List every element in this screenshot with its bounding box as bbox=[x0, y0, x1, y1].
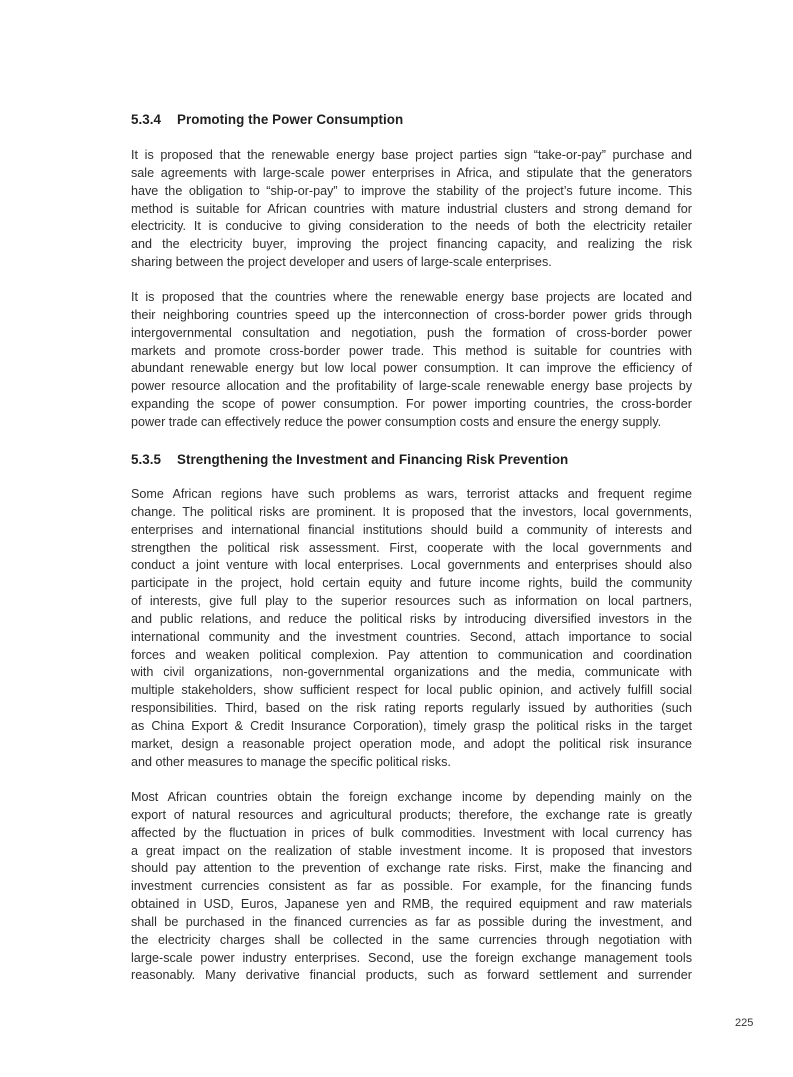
text-line: the electricity charges shall be collected in the same currencies through negotiation with bbox=[131, 932, 692, 947]
text-line: It is proposed that the countries where the renewable energy base projects are located and bbox=[131, 290, 692, 304]
text-line: enterprises and international financial institutions should build a community of interests and bbox=[131, 522, 692, 537]
text-line: obtained in USD, Euros, Japanese yen and RMB, the required equipment and raw materials bbox=[131, 897, 692, 912]
text-line: markets and promote cross-border power trade. This method is suitable for countries with bbox=[131, 343, 692, 358]
text-line: power resource allocation and the profitability of large-scale renewable energy base projects by bbox=[131, 379, 692, 394]
text-line: export of natural resources and agricultural products; therefore, the exchange rate is greatly bbox=[131, 807, 692, 822]
section-number: 5.3.5 bbox=[131, 452, 162, 467]
text-line: reasonably. Many derivative financial products, such as forward settlement and surrender bbox=[131, 968, 692, 983]
text-line: and other measures to manage the specific political risks. bbox=[131, 754, 451, 769]
text-line: should pay attention to the prevention of exchange rate risks. First, make the financing and bbox=[131, 861, 692, 876]
text-line: have the obligation to “ship-or-pay” to improve the stability of the project’s future income. This bbox=[131, 183, 692, 198]
text-line: as China Export & Credit Insurance Corporation), timely grasp the political risks in the target bbox=[131, 718, 692, 733]
section-heading-5-3-4 bbox=[131, 112, 403, 127]
text-line: shall be purchased in the financed currencies as far as possible during the investment, and bbox=[131, 914, 692, 929]
text-line: their neighboring countries speed up the interconnection of cross-border power grids through bbox=[131, 307, 692, 322]
text-line: Some African regions have such problems as wars, terrorist attacks and frequent regime bbox=[131, 487, 692, 501]
text-line: intergovernmental consultation and negotiation, push the formation of cross-border power bbox=[131, 325, 692, 340]
text-line: affected by the fluctuation in prices of bulk commodities. Investment with local currency has bbox=[131, 825, 692, 840]
section-number: 5.3.4 bbox=[131, 112, 162, 127]
text-line: conduct a joint venture with local enterprises. Local governments and enterprises should also bbox=[131, 558, 692, 573]
text-line: and public relations, and reduce the political risks by introducing diversified investors in the bbox=[131, 611, 692, 626]
section-title: Strengthening the Investment and Financing Risk Prevention bbox=[177, 452, 569, 467]
text-line: investment currencies consistent as far as possible. For example, for the financing funds bbox=[131, 879, 692, 894]
text-line: Most African countries obtain the foreign exchange income by depending mainly on the bbox=[131, 790, 692, 804]
page-number: 225 bbox=[735, 1017, 754, 1029]
text-line: sale agreements with large-scale power enterprises in Africa, and stipulate that the generators bbox=[131, 165, 692, 180]
text-line: large-scale power industry enterprises. Second, use the foreign exchange management tools bbox=[131, 950, 692, 965]
paragraph-cross-border-trade bbox=[131, 289, 692, 432]
text-line: electricity. It is conducive to giving consideration to the needs of both the electricity retailer bbox=[131, 219, 692, 234]
text-line: responsibilities. Third, based on the risk rating reports regularly issued by authorities (such bbox=[131, 701, 692, 716]
text-line: a great impact on the realization of stable investment income. It is proposed that investors bbox=[131, 843, 692, 858]
text-line: participate in the project, hold certain equity and future income rights, build the community bbox=[131, 576, 692, 591]
text-line: of interests, give full play to the superior resources such as information on local partners, bbox=[131, 594, 692, 609]
text-line: It is proposed that the renewable energy base project parties sign “take-or-pay” purchase and bbox=[131, 148, 692, 162]
text-line: expanding the scope of power consumption. For power importing countries, the cross-border bbox=[131, 397, 692, 412]
text-line: market, design a reasonable project operation mode, and adopt the political risk insurance bbox=[131, 736, 692, 751]
paragraph-political-risks bbox=[131, 486, 692, 772]
text-line: forces and weaken political complexion. Pay attention to communication and coordination bbox=[131, 647, 692, 662]
text-line: international community and the investment countries. Second, attach importance to social bbox=[131, 629, 692, 644]
paragraph-exchange-rate-risks bbox=[131, 789, 692, 985]
text-line: abundant renewable energy but low local power consumption. It can improve the efficiency of bbox=[131, 361, 692, 376]
text-line: strengthen the political risk assessment. First, cooperate with the local governments and bbox=[131, 540, 692, 555]
text-line: method is suitable for African countries with mature industrial clusters and strong demand for bbox=[131, 201, 692, 216]
text-line: with civil organizations, non-governmental organizations and the media, communicate with bbox=[131, 665, 692, 680]
paragraph-take-or-pay bbox=[131, 147, 692, 272]
text-line: power trade can effectively reduce the power consumption costs and ensure the energy supply. bbox=[131, 414, 662, 429]
section-title: Promoting the Power Consumption bbox=[177, 112, 404, 127]
text-line: sharing between the project developer and users of large-scale enterprises. bbox=[131, 255, 552, 270]
text-line: change. The political risks are prominent. It is proposed that the investors, local governments, bbox=[131, 504, 692, 519]
section-heading-5-3-5 bbox=[131, 452, 568, 467]
text-line: and the electricity buyer, improving the project financing capacity, and realizing the risk bbox=[131, 237, 692, 252]
text-line: multiple stakeholders, show sufficient respect for local public opinion, and actively fulfill social bbox=[131, 683, 692, 698]
